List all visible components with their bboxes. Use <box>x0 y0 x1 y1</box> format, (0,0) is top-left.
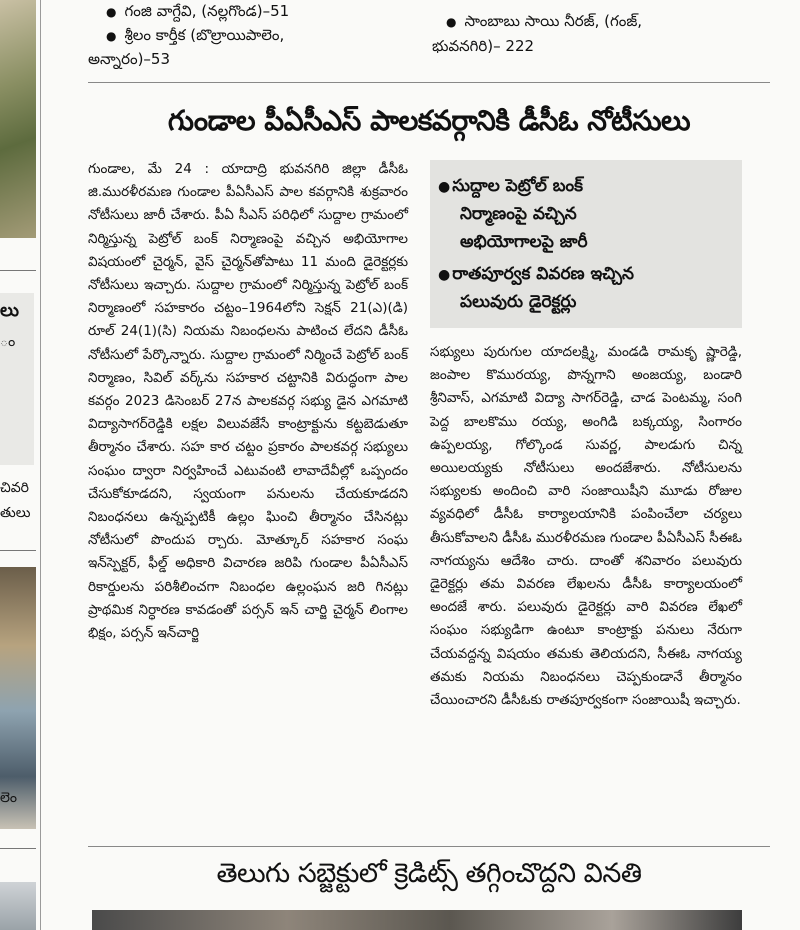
article-headline: గుండాల పీఏసీఎస్ పాలకవర్గానికి డీసీఓ నోటీసులు <box>167 104 691 137</box>
cut-off-text: లెం <box>0 790 18 806</box>
highlights-box <box>430 160 742 328</box>
bullet-icon: ● <box>106 5 117 19</box>
result-item: ● సాంబాబు సాయి నీరజ్, (గంజ్, <box>446 12 643 30</box>
divider <box>0 848 36 849</box>
result-item-continued: అన్నారం)–53 <box>88 50 171 68</box>
bullet-icon: ● <box>438 267 451 283</box>
news-photo <box>92 910 742 930</box>
section-divider <box>88 846 770 847</box>
cut-off-text: తులు <box>0 505 31 521</box>
result-item: ● శ్రీలం కార్తీక (బొల్రాయిపాలెం, <box>106 26 285 44</box>
column-divider <box>40 0 41 930</box>
result-item-continued: భువనగిరి)– 222 <box>432 37 535 55</box>
bullet-icon: ● <box>446 15 457 29</box>
article-paragraph: గుండాల, మే 24 : యాదాద్రి భువనగిరి జిల్లా డీసీఓ జి.మురళీరమణ గుండాల పీఏసీఎస్ పాల కవర్గానికి శుక్రవారం నోటీసులు జారీ చేశారు. పీఏ సీఎస్ పరిధిలో సుద్దాల గ్రామంలో నిర్మిస్తున్న పెట్రోల్ బంక్ నిర్మాణంపై వచ్చిన అభియోగాల విషయంలో చైర్మన్, వైస్ చైర్మన్‌తోపాటు 11 మంది డైరెక్టర్లకు నోటీసులు ఇచ్చారు. సుద్దాల గ్రామంలో నిర్మిస్తున్న పెట్రోల్ బంక్ నిర్మాణంలో సహకారం చట్టం–1964లోని సెక్షన్ 21(ఎ)(డి) రూల్ 24(1)(సి) నియమ నిబంధలను పాటించ లేదని డీసీఓ నోటీసులో పేర్కొన్నారు. సుద్దాల గ్రామంలో నిర్మించే పెట్రోల్ బంక్ నిర్మాణం, సివిల్ వర్క్‌ను సహకార చట్టానికి విరుద్ధంగా పాల కవర్గం 2023 డిసెంబర్ 27న పాలకవర్గ సభ్యు డైన ఎగమాటి విద్యాసాగర్‌రెడ్డికి లక్షల విలువజేసే కాంట్రాక్టును కట్టబెడుతూ తీర్మానం చేశారు. సహ కార చట్టం ప్రకారం పాలకవర్గ సభ్యులు సంఘం ద్వారా నిర్వహించే ఎటువంటి లావాదేవీల్లో ఒప్పందం చేసుకోకూడదని, స్వయంగా పనులను చేయకూడదని నిబంధనలు ఉన్నప్పటికీ ఉల్లం ఘించి తీర్మానం చేసినట్లు నోటీసులో పొందుప ర్చారు. మోత్కూర్ సహకార సంఘ ఇన్‌స్పెక్టర్, ఫీల్డ్ అధికారి విచారణ జరిపి గుండాల పీఏసీఎస్ రికార్డులను పరిశీలించగా నిబంధల ఉల్లంఘన జరి గినట్లు ప్రాథమిక నిర్ధారణ కావడంతో పర్సన్ ఇన్ చార్జి చైర్మన్ లింగాల భిక్షం, పర్సన్ ఇన్‌చార్జి <box>88 161 408 642</box>
news-photo <box>0 882 36 930</box>
cut-off-text: ం <box>0 334 16 350</box>
cut-off-text: చివరి <box>0 480 29 496</box>
bullet-icon: ● <box>106 29 117 43</box>
article-body-column-2 <box>430 341 742 712</box>
highlight-item-line: నిర్మాణంపై వచ్చిన <box>460 204 577 224</box>
article-paragraph: సభ్యులు పురుగుల యాదలక్ష్మి, మండడి రామకృ ష్ణారెడ్డి, జంపాల కొమురయ్య, పొన్నగాని అంజయ్య, బండారి శ్రీనివాస్, ఎగమాటి విద్యా సాగర్‌రెడ్డి, చాడ పెంటమ్మ, సంగి పెద్ద బాలకొము రయ్య, అంగిడి బక్కయ్య, సింగారం ఉప్పలయ్య, గోల్కొండ సువర్ణ, పాలడుగు చిన్న అయిలయ్యకు నోటీసులు అందజేశారు. నోటీసులను సభ్యులకు అందించి వారి సంజాయిషీని మూడు రోజుల వ్యవధిలో డీసీఓ కార్యాలయానికి పంపించేలా చర్యలు తీసుకోవాలని డీసీఓ మురళీరమణ గుండాల పీఏసీఎస్ సీఈఓ నాగయ్యను ఆదేశిం చారు. దాంతో శనివారం పలువురు డైరెక్టర్లు తమ వివరణ లేఖలను డీసీఓ కార్యాలయంలో అందజే శారు. పలువురు డైరెక్టర్లు వారి వివరణ లేఖలో సంఘం సభ్యుడిగా ఉంటూ కాంట్రాక్టు పనులు నేరుగా చేయవద్దన్న విషయం తమకు తెలియదని, సీఈఓ నాగయ్య తమకు నియమ నిబంధనలు చెప్పకుండానే తీర్మానం చేయించారని డీసీఓకు రాతపూర్వకంగా సంజాయిషీ ఇచ్చారు. <box>430 344 742 709</box>
bullet-icon: ● <box>438 179 451 195</box>
highlight-item-line: అభియోగాలపై జారీ <box>460 232 588 252</box>
divider <box>0 270 36 271</box>
result-item: ● గంజి వాగ్దేవి, (నల్లగొండ)–51 <box>106 2 290 20</box>
cut-off-text: లు <box>0 300 19 321</box>
divider <box>0 550 36 551</box>
highlight-item: ● రాతపూర్వక వివరణ ఇచ్చిన <box>438 264 634 284</box>
highlight-item: ● సుద్దాల పెట్రోల్ బంక్ <box>438 176 584 196</box>
section-divider <box>88 82 770 83</box>
previous-article-strip <box>0 0 40 930</box>
news-photo <box>0 0 36 238</box>
article-headline: తెలుగు సబ్జెక్టులో క్రెడిట్స్ తగ్గించొద్దని వినతి <box>216 858 642 889</box>
highlight-item-line: పలువురు డైరెక్టర్లు <box>460 292 577 312</box>
article-body-column-1 <box>88 158 408 645</box>
